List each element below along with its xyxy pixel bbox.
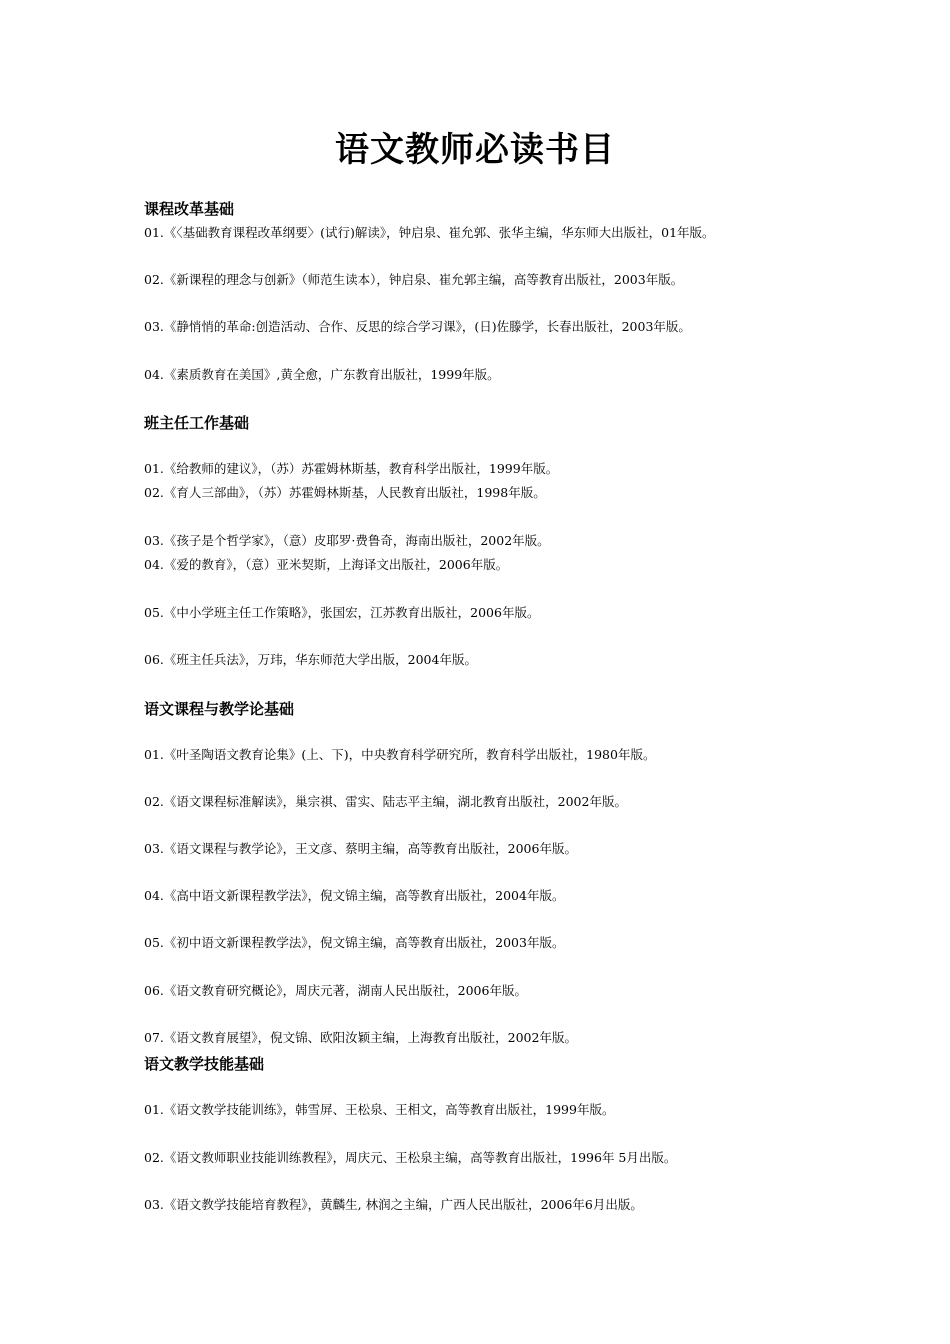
list-item: 02.《语文课程标准解读》，巢宗祺、雷实、陆志平主编，湖北教育出版社，2002年版。 bbox=[144, 794, 627, 809]
list-item: 02.《育人三部曲》，（苏）苏霍姆林斯基，人民教育出版社，1998年版。 bbox=[144, 485, 546, 500]
list-item: 04.《爱的教育》，（意）亚米契斯，上海译文出版社，2006年版。 bbox=[144, 557, 509, 572]
list-item: 04.《素质教育在美国》,黄全愈，广东教育出版社，1999年版。 bbox=[144, 367, 500, 382]
list-item: 03.《孩子是个哲学家》，（意）皮耶罗·费鲁奇，海南出版社，2002年版。 bbox=[144, 533, 550, 548]
list-item: 01.《叶圣陶语文教育论集》(上、下)，中央教育科学研究所，教育科学出版社，1980年版。 bbox=[144, 747, 656, 762]
list-item: 05.《初中语文新课程教学法》，倪文锦主编，高等教育出版社，2003年版。 bbox=[144, 935, 565, 950]
list-item: 01.《〈基础教育课程改革纲要〉(试行)解读》，钟启泉、崔允郭、张华主编，华东师大出版社，01年版。 bbox=[144, 225, 715, 240]
list-item: 02.《新课程的理念与创新》（师范生读本），钟启泉、崔允郭主编，高等教育出版社，2003年版。 bbox=[144, 272, 684, 287]
list-item: 03.《语文课程与教学论》，王文彦、蔡明主编，高等教育出版社，2006年版。 bbox=[144, 841, 577, 856]
list-item: 01.《给教师的建议》，（苏）苏霍姆林斯基，教育科学出版社，1999年版。 bbox=[144, 461, 559, 476]
list-item: 04.《高中语文新课程教学法》，倪文锦主编，高等教育出版社，2004年版。 bbox=[144, 888, 565, 903]
section-heading-teaching-skills: 语文教学技能基础 bbox=[144, 1055, 265, 1073]
section-heading-head-teacher: 班主任工作基础 bbox=[144, 414, 250, 432]
list-item: 07.《语文教育展望》，倪文锦、欧阳汝颖主编，上海教育出版社，2002年版。 bbox=[144, 1030, 577, 1045]
list-item: 06.《班主任兵法》，万玮，华东师范大学出版，2004年版。 bbox=[144, 652, 477, 667]
section-heading-chinese-curriculum: 语文课程与教学论基础 bbox=[144, 700, 295, 718]
list-item: 01.《语文教学技能训练》，韩雪屏、王松泉、王相文，高等教育出版社，1999年版。 bbox=[144, 1102, 615, 1117]
list-item: 05.《中小学班主任工作策略》，张国宏，江苏教育出版社，2006年版。 bbox=[144, 605, 540, 620]
list-item: 02.《语文教师职业技能训练教程》，周庆元、王松泉主编，高等教育出版社，1996年 5月出版。 bbox=[144, 1150, 677, 1165]
page-title: 语文教师必读书目 bbox=[335, 130, 615, 170]
list-item: 06.《语文教育研究概论》，周庆元著，湖南人民出版社，2006年版。 bbox=[144, 983, 527, 998]
section-heading-curriculum-reform: 课程改革基础 bbox=[144, 200, 235, 218]
list-item: 03.《静悄悄的革命:创造活动、合作、反思的综合学习课》，(日)佐滕学，长春出版社，2003年版。 bbox=[144, 319, 691, 334]
list-item: 03.《语文教学技能培育教程》，黄麟生, 林润之主编，广西人民出版社，2006年6月出版。 bbox=[144, 1197, 643, 1212]
